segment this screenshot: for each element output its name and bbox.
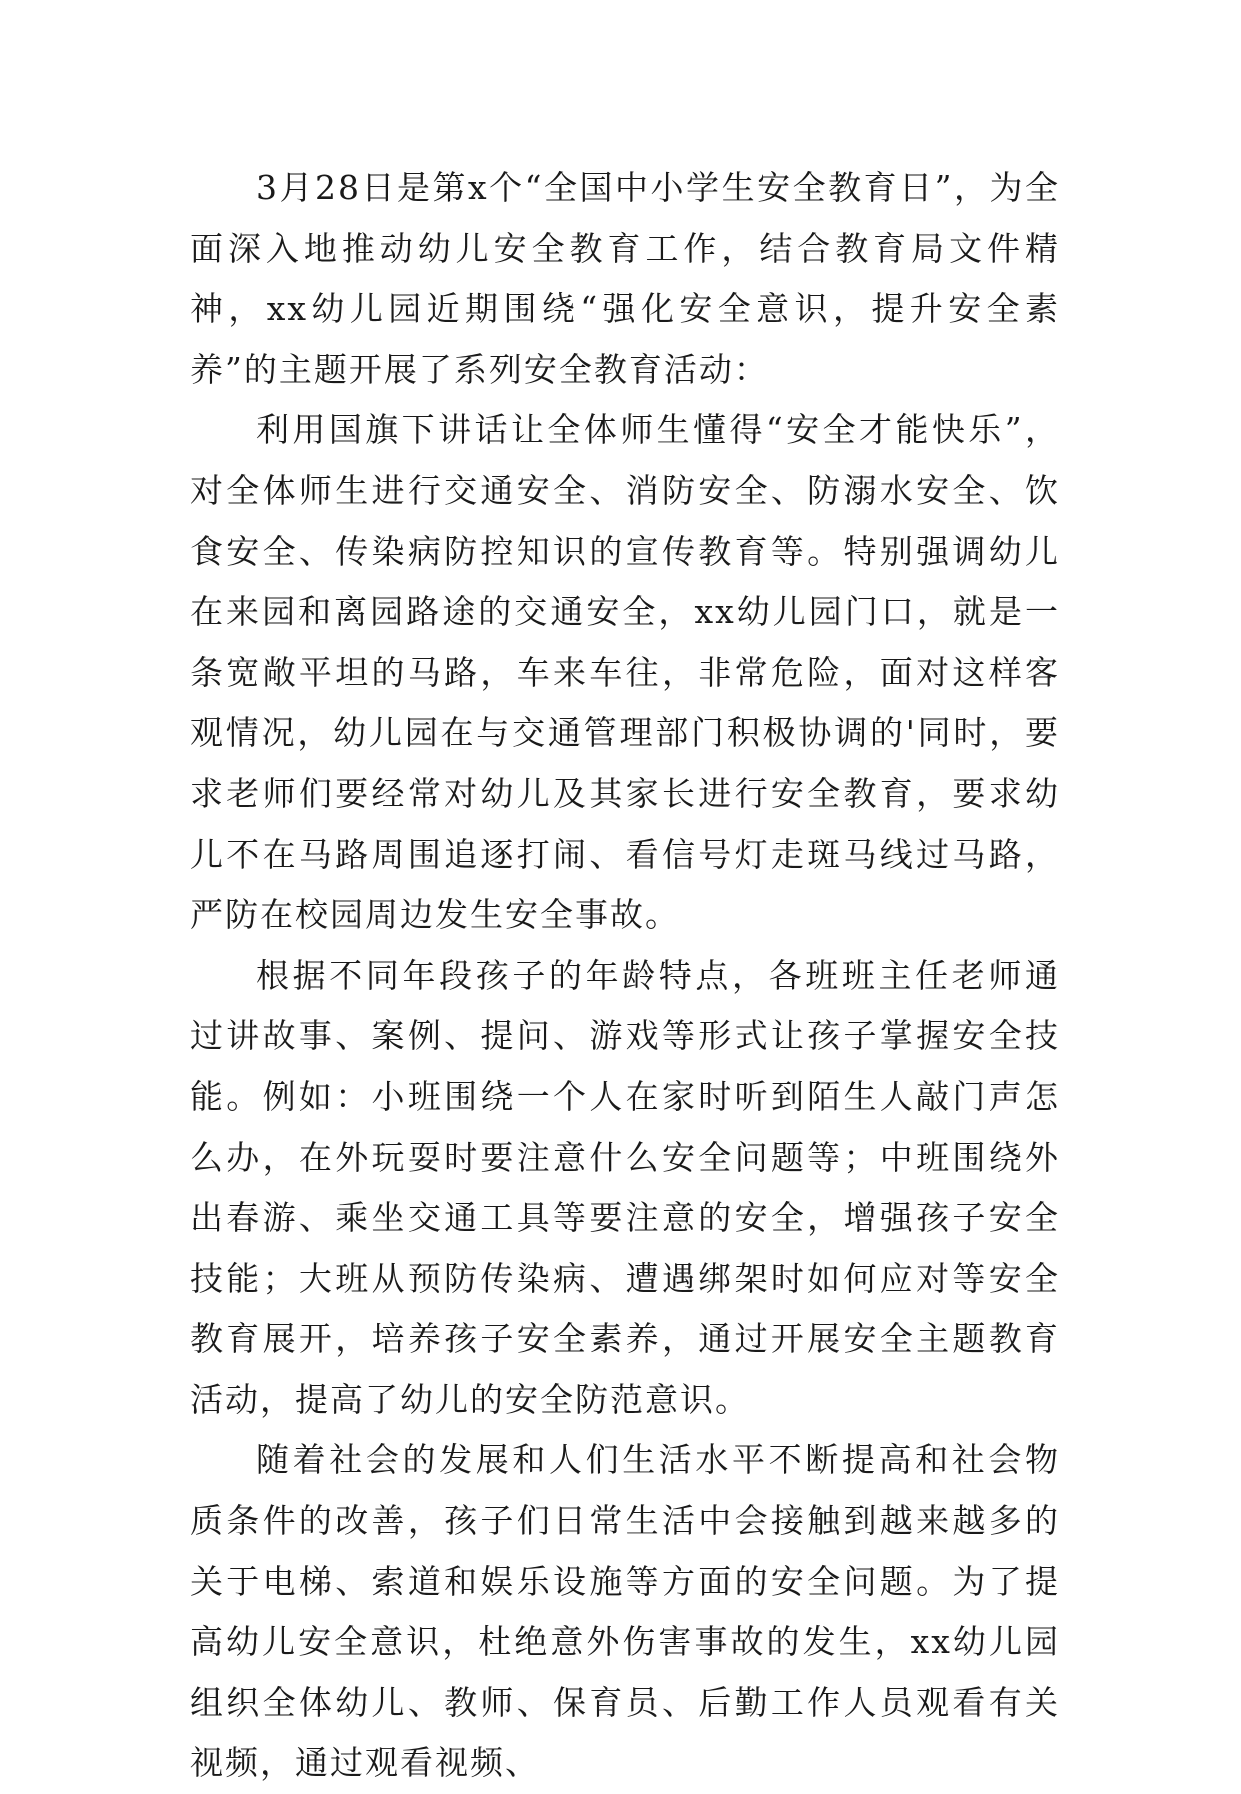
paragraph-3: 根据不同年段孩子的年龄特点，各班班主任老师通过讲故事、案例、提问、游戏等形式让孩子掌握安全技能。例如：小班围绕一个人在家时听到陌生人敲门声怎么办，在外玩耍时要注意什么安全问题等；中班围绕外出春游、乘坐交通工具等要注意的安全，增强孩子安全技能；大班从预防传染病、遭遇绑架时如何应对等安全教育展开，培养孩子安全素养，通过开展安全主题教育活动，提高了幼儿的安全防范意识。 [190, 955, 1060, 1419]
paragraph-2: 利用国旗下讲话让全体师生懂得“安全才能快乐”，对全体师生进行交通安全、消防安全、防溺水安全、饮食安全、传染病防控知识的宣传教育等。特别强调幼儿在来园和离园路途的交通安全，xx幼儿园门口，就是一条宽敞平坦的马路，车来车往，非常危险，面对这样客观情况，幼儿园在与交通管理部门积极协调的'同时，要求老师们要经常对幼儿及其家长进行安全教育，要求幼儿不在马路周围追逐打闹、看信号灯走斑马线过马路，严防在校园周边发生安全事故。 [190, 410, 1060, 935]
paragraph-4: 随着社会的发展和人们生活水平不断提高和社会物质条件的改善，孩子们日常生活中会接触到越来越多的关于电梯、索道和娱乐设施等方面的安全问题。为了提高幼儿安全意识，杜绝意外伤害事故的发生，xx幼儿园组织全体幼儿、教师、保育员、后勤工作人员观看有关视频，通过观看视频、 [190, 1440, 1060, 1783]
document-body [190, 158, 1060, 1794]
paragraph-1: 3月28日是第x个“全国中小学生安全教育日”，为全面深入地推动幼儿安全教育工作，结合教育局文件精神，xx幼儿园近期围绕“强化安全意识，提升安全素养”的主题开展了系列安全教育活动： [190, 168, 1060, 389]
